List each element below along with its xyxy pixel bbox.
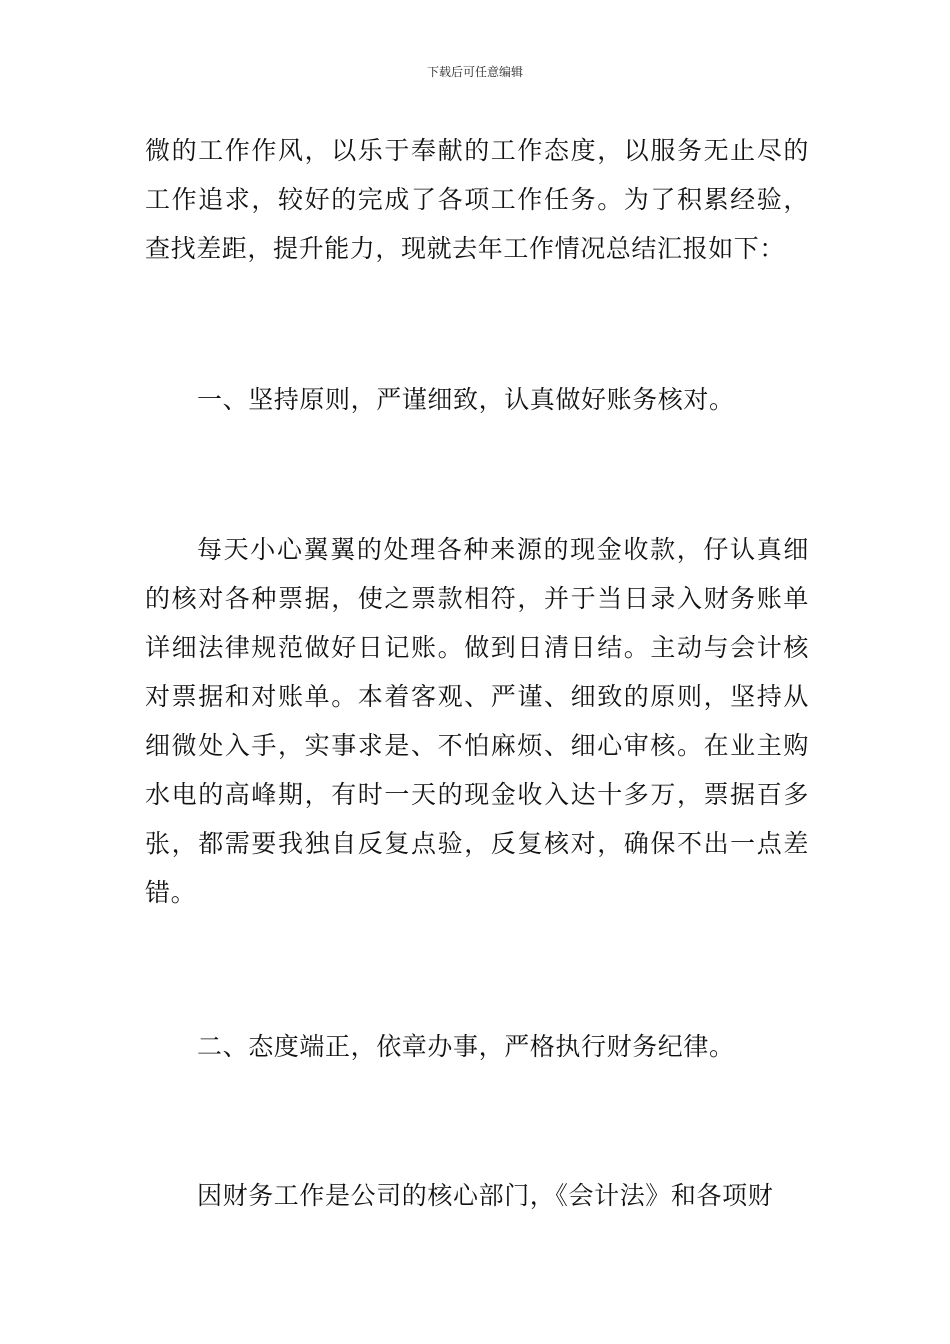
section-2-heading: 二、态度端正，依章办事，严格执行财务纪律。 <box>197 1032 735 1061</box>
page-header: 下载后可任意编辑 <box>426 65 523 79</box>
section-1-heading: 一、坚持原则，严谨细致，认真做好账务核对。 <box>197 385 735 414</box>
section-2-paragraph: 因财务工作是公司的核心部门，《会计法》和各项财 <box>197 1181 774 1210</box>
intro-paragraph: 微的工作作风，以乐于奉献的工作态度，以服务无止尽的工作追求，较好的完成了各项工作任务。为了积累经验，查找差距，提升能力，现就去年工作情况总结汇报如下： <box>145 136 809 263</box>
section-1-paragraph: 每天小心翼翼的处理各种来源的现金收款，仔认真细的核对各种票据，使之票款相符，并于当日录入财务账单详细法律规范做好日记账。做到日清日结。主动与会计核对票据和对账单。本着客观、严谨、细致的原则，坚持从细微处入手，实事求是、不怕麻烦、细心审核。在业主购水电的高峰期，有时一天的现金收入达十多万，票据百多张，都需要我独自反复点验，反复核对，确保不出一点差错。 <box>145 535 809 907</box>
